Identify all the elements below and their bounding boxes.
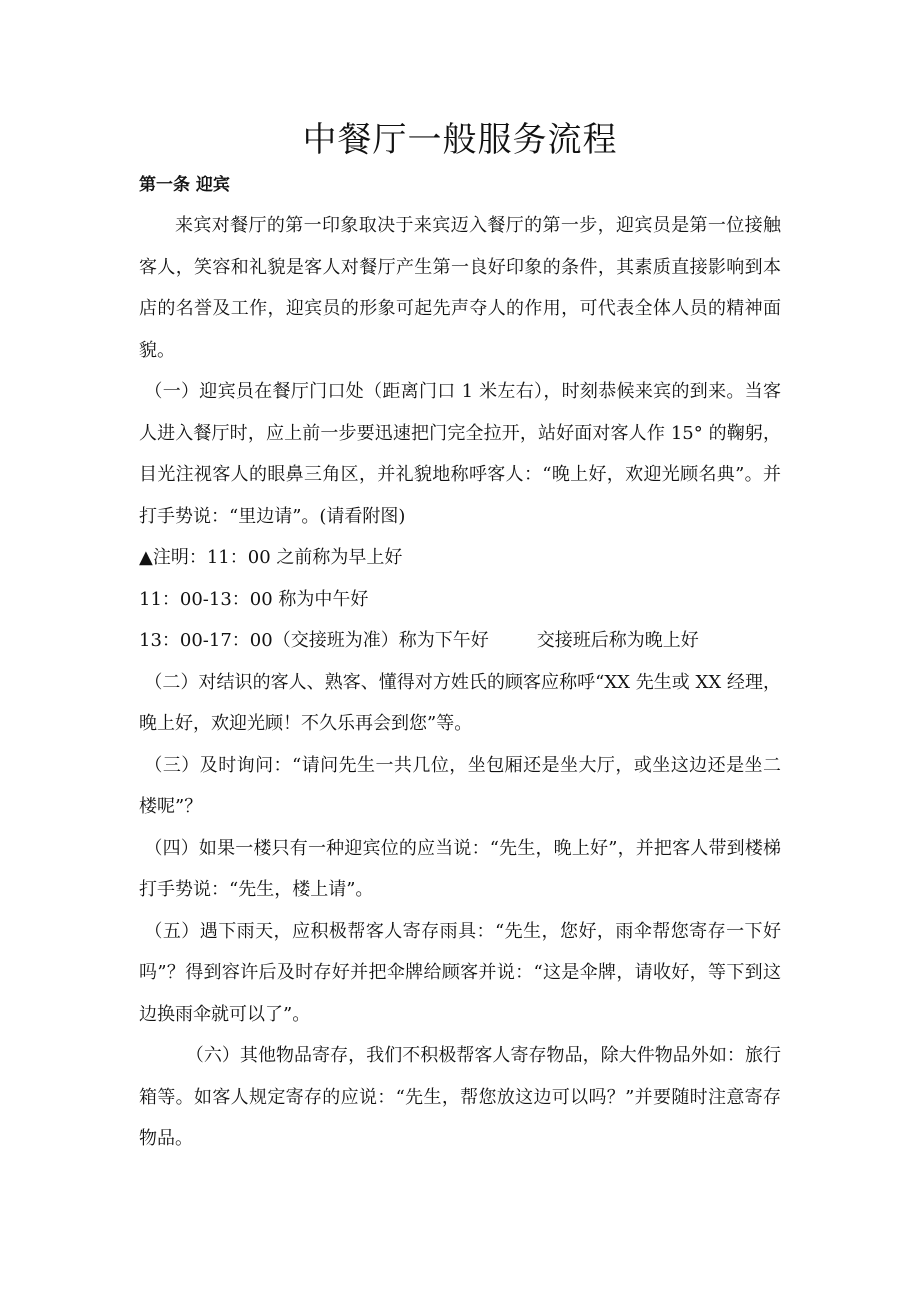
document-title: 中餐厅一般服务流程 — [302, 120, 618, 160]
section-heading: 第一条 迎宾 — [139, 175, 230, 195]
note-line-1: ▲注明：11：00 之前称为早上好 — [139, 547, 403, 568]
note-line-2: 11：00-13：00 称为中午好 — [139, 588, 369, 610]
note-line-3 — [139, 620, 781, 662]
item-1-paragraph: （一）迎宾员在餐厅门口处（距离门口 1 米左右），时刻恭候来宾的到来。当客人进入餐厅时，应上前一步要迅速把门完全拉开，站好面对客人作 15° 的鞠躬，目光注视客人的眼鼻三角区，并礼貌地称呼客人：“晚上好，欢迎光顾名典”。并打手势说：“里边请”。(请看附图) — [139, 381, 781, 527]
item-4-paragraph: （四）如果一楼只有一种迎宾位的应当说：“先生，晚上好”，并把客人带到楼梯打手势说：“先生，楼上请”。 — [139, 837, 781, 900]
item-2-paragraph: （二）对结识的客人、熟客、懂得对方姓氏的顾客应称呼“XX 先生或 XX 经理，晚上好，欢迎光顾！不久乐再会到您”等。 — [139, 671, 781, 734]
document-body — [139, 205, 781, 1160]
item-6-paragraph: （六）其他物品寄存，我们不积极帮客人寄存物品，除大件物品外如：旅行箱等。如客人规定寄存的应说：“先生，帮您放这边可以吗？”并要随时注意寄存物品。 — [139, 1045, 781, 1149]
note-line-3-part-b: 交接班后称为晚上好 — [536, 630, 699, 651]
intro-paragraph: 来宾对餐厅的第一印象取决于来宾迈入餐厅的第一步，迎宾员是第一位接触客人，笑容和礼貌是客人对餐厅产生第一良好印象的条件，其素质直接影响到本店的名誉及工作，迎宾员的形象可起先声夺人的作用，可代表全体人员的精神面貌。 — [139, 215, 781, 361]
item-3-paragraph: （三）及时询问：“请问先生一共几位，坐包厢还是坐大厅，或坐这边还是坐二楼呢”？ — [139, 754, 781, 817]
note-line-3-part-a: 13：00-17：00（交接班为准）称为下午好 — [139, 630, 489, 651]
item-5-paragraph: （五）遇下雨天，应积极帮客人寄存雨具：“先生，您好，雨伞帮您寄存一下好吗”？得到容许后及时存好并把伞牌给顾客并说：“这是伞牌，请收好，等下到这边换雨伞就可以了”。 — [139, 920, 781, 1025]
